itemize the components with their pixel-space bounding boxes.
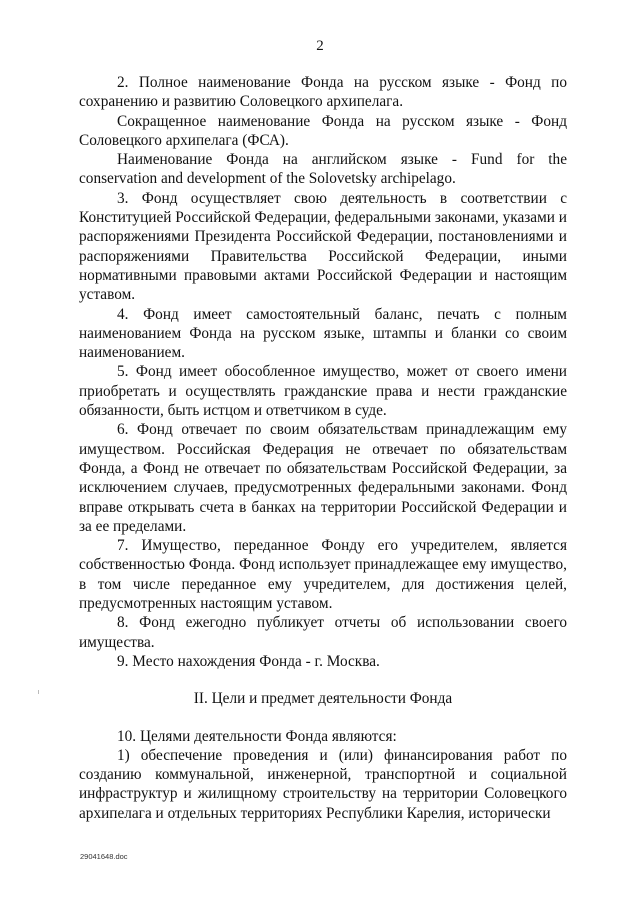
section-heading: II. Цели и предмет деятельности Фонда	[193, 690, 453, 708]
footer-file-code: 29041648.doc	[80, 852, 128, 861]
paragraph-item-6: 6. Фонд отвечает по своим обязательствам принадлежащим ему имуществом. Российская Федерация не отвечает по обязательствам Фонда, а Фонд не отвечает по обязательствам Российской Федерации, за исключением случаев, предусмотренных федеральными законами. Фонд вправе открывать счета в банках на территории Российской Федерации и за ее пределами.	[79, 421, 567, 535]
paragraph-item-9: 9. Место нахождения Фонда - г. Москва.	[117, 652, 380, 670]
margin-mark	[38, 690, 39, 694]
paragraph-english-name: Наименование Фонда на английском языке - Fund for the conservation and development of the Solovetsky archipelago.	[79, 151, 567, 188]
page-number: 2	[316, 38, 324, 54]
paragraph-item-10-1: 1) обеспечение проведения и (или) финансирования работ по созданию коммунальной, инженерной, транспортной и социальной инфраструктур и жилищному строительству на территории Соловецкого архипелага и отдельных территориях Республики Карелия, исторически	[79, 746, 567, 822]
paragraph-item-8: 8. Фонд ежегодно публикует отчеты об использовании своего имущества.	[79, 614, 567, 651]
paragraph-item-5: 5. Фонд имеет обособленное имущество, может от своего имени приобретать и осуществлять гражданские права и нести гражданские обязанности, быть истцом и ответчиком в суде.	[79, 363, 567, 420]
paragraph-item-10: 10. Целями деятельности Фонда являются:	[117, 727, 397, 745]
paragraph-item-7: 7. Имущество, переданное Фонду его учредителем, является собственностью Фонда. Фонд использует принадлежащее ему имущество, в том числе переданное ему учредителем, для достижения целей, предусмотренных настоящим уставом.	[79, 537, 567, 613]
paragraph-item-4: 4. Фонд имеет самостоятельный баланс, печать с полным наименованием Фонда на русском языке, штампы и бланки со своим наименованием.	[79, 305, 567, 362]
paragraph-full-name: 2. Полное наименование Фонда на русском языке - Фонд по сохранению и развитию Соловецкого архипелага.	[79, 74, 567, 111]
paragraph-item-3: 3. Фонд осуществляет свою деятельность в соответствии с Конституцией Российской Федерации, федеральными законами, указами и распоряжениями Президента Российской Федерации, постановлениями и распоряжениями Правительства Российской Федерации, иными нормативными правовыми актами Российской Федерации и настоящим уставом.	[79, 189, 567, 304]
document-body	[79, 73, 567, 823]
paragraph-short-name: Сокращенное наименование Фонда на русском языке - Фонд Соловецкого архипелага (ФСА).	[79, 112, 567, 149]
